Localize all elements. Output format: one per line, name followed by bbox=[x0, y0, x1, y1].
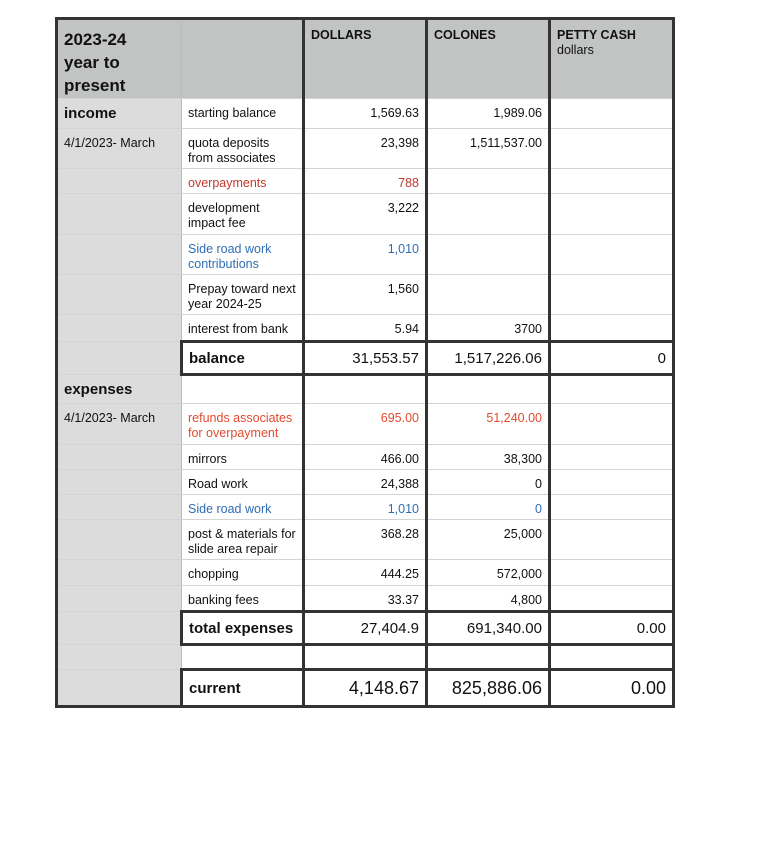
table-row: development impact fee 3,222 bbox=[57, 194, 674, 235]
table-row: chopping 444.25 572,000 bbox=[57, 560, 674, 586]
table-title: 2023-24 year to present bbox=[57, 19, 182, 99]
table-row: income starting balance 1,569.63 1,989.06 bbox=[57, 99, 674, 129]
current-row: current 4,148.67 825,886.06 0.00 bbox=[57, 670, 674, 707]
table-row: Prepay toward next year 2024-25 1,560 bbox=[57, 275, 674, 315]
col-dollars-header: DOLLARS bbox=[304, 19, 427, 99]
table-row: Side road work contributions 1,010 bbox=[57, 235, 674, 275]
table-row: mirrors 466.00 38,300 bbox=[57, 445, 674, 470]
table-row: overpayments 788 bbox=[57, 169, 674, 194]
table-row: Road work 24,388 0 bbox=[57, 470, 674, 495]
col-petty-header: PETTY CASH dollars bbox=[550, 19, 674, 99]
table-row bbox=[57, 375, 674, 404]
income-label: income bbox=[57, 99, 182, 129]
finance-table bbox=[55, 17, 675, 708]
table-row: 4/1/2023- March quota deposits from associates 23,398 1,511,537.00 bbox=[57, 129, 674, 169]
col-colones-header: COLONES bbox=[427, 19, 550, 99]
table-row: banking fees 33.37 4,800 bbox=[57, 586, 674, 612]
balance-row: balance 31,553.57 1,517,226.06 0 bbox=[57, 342, 674, 375]
empty-row bbox=[57, 645, 674, 670]
table-row: post & materials for slide area repair 368.28 25,000 bbox=[57, 520, 674, 560]
expenses-period: 4/1/2023- March bbox=[57, 404, 182, 445]
expenses-label: expenses bbox=[57, 375, 182, 404]
income-period: 4/1/2023- March bbox=[57, 129, 182, 169]
table-row: 4/1/2023- March refunds associates for overpayment 695.00 51,240.00 bbox=[57, 404, 674, 445]
table-row: interest from bank 5.94 3700 bbox=[57, 315, 674, 342]
total-expenses-row: total expenses 27,404.9 691,340.00 0.00 bbox=[57, 612, 674, 645]
header-row bbox=[57, 19, 674, 99]
table-row: Side road work 1,010 0 bbox=[57, 495, 674, 520]
